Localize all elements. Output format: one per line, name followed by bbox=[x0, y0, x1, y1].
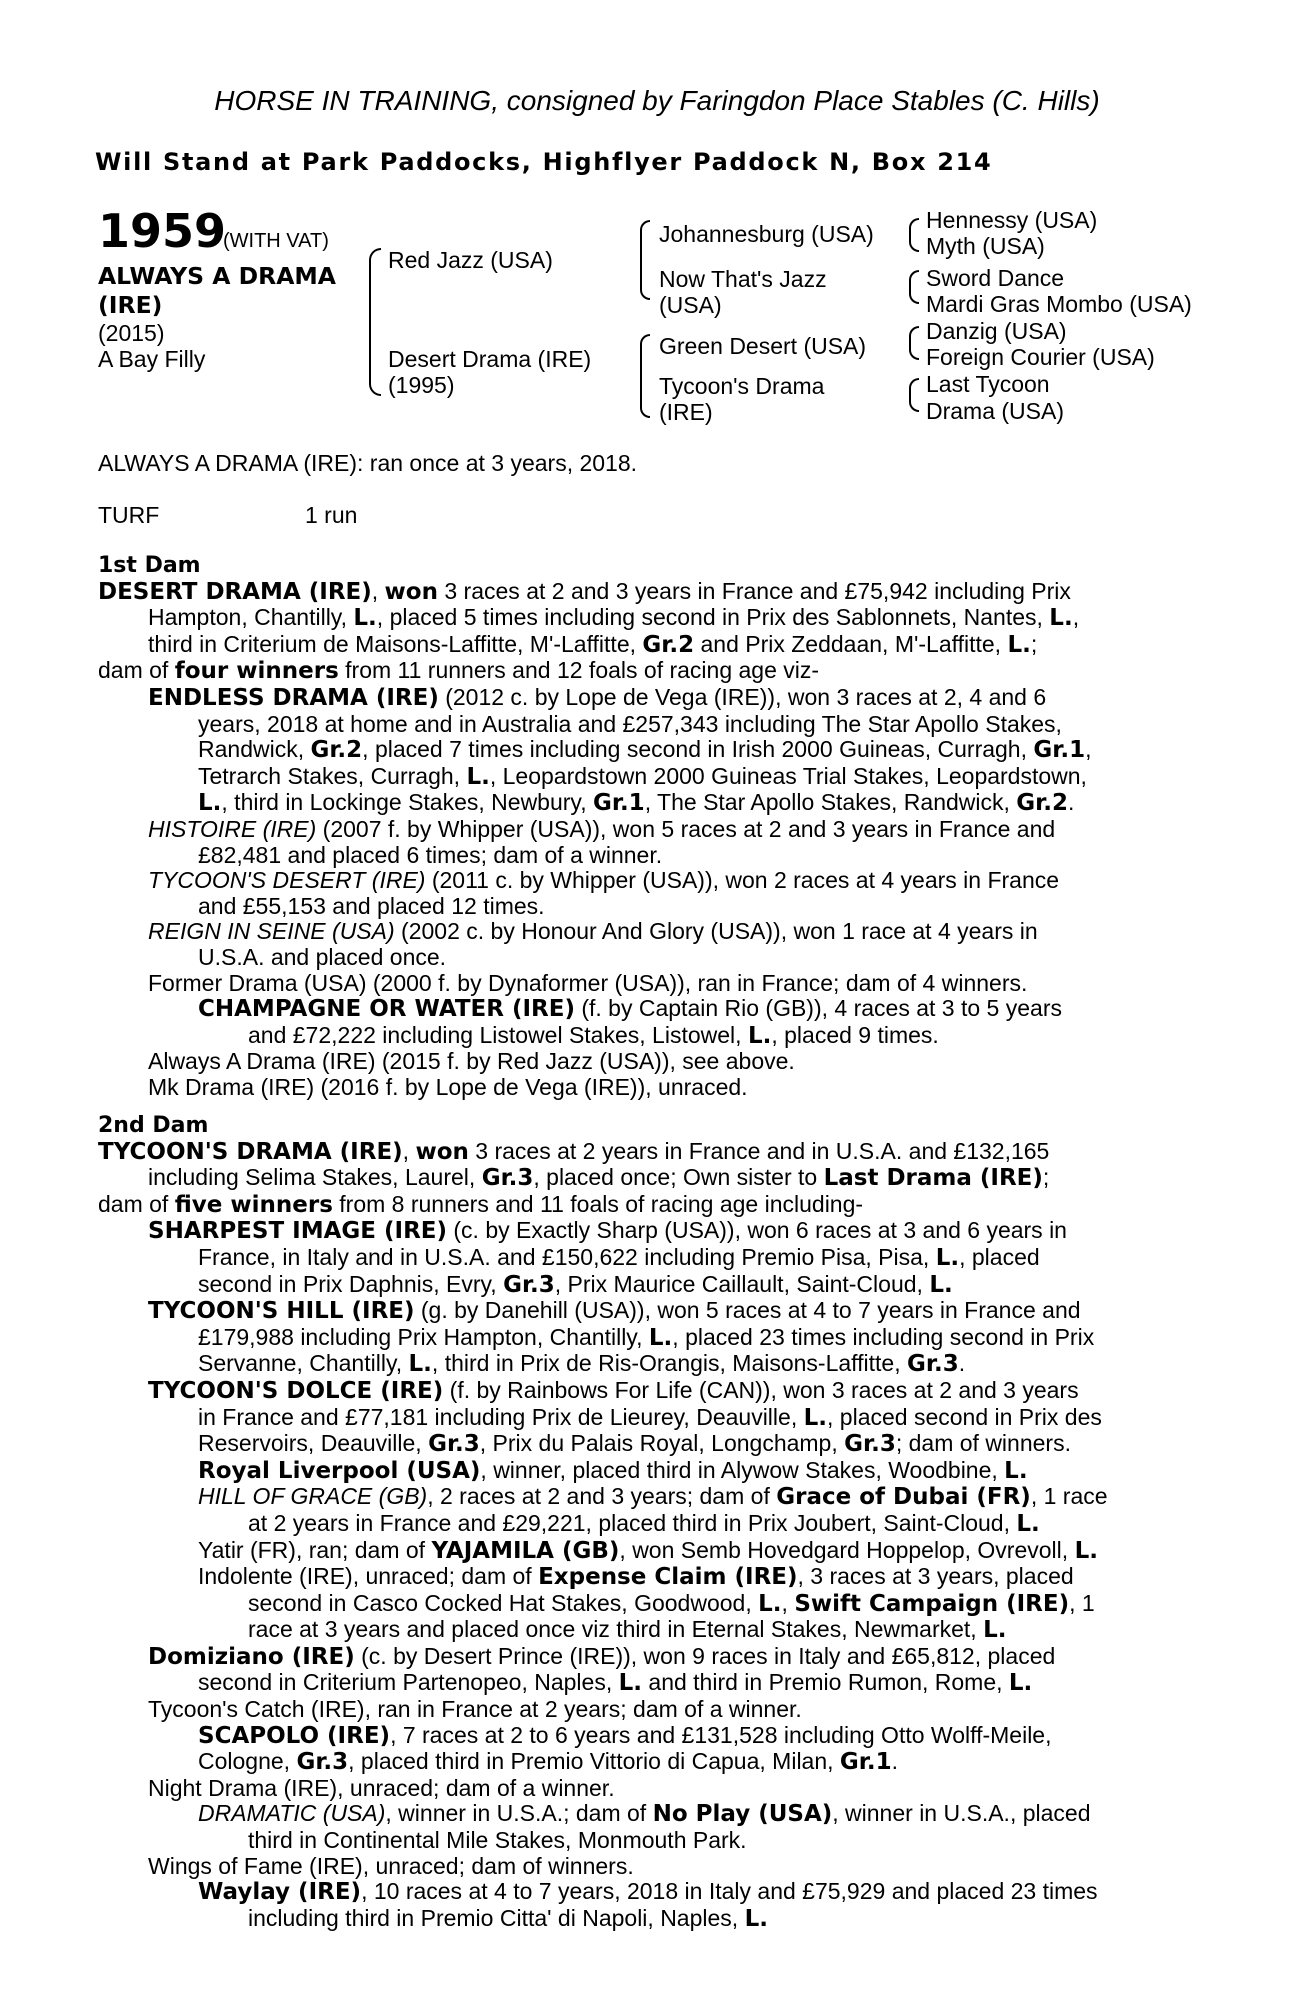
text-segment: won bbox=[384, 578, 438, 605]
horse-name-line1: ALWAYS A DRAMA bbox=[98, 262, 336, 290]
text-segment: Yatir (FR), ran; dam of bbox=[198, 1536, 432, 1563]
second-dam-line bbox=[98, 1378, 1208, 1405]
text-segment: Gr.2 bbox=[310, 737, 363, 764]
text-segment: Mk Drama (IRE) (2016 f. by Lope de Vega (IRE)), unraced. bbox=[148, 1073, 748, 1100]
sire-sire: Johannesburg (USA) bbox=[659, 221, 874, 247]
second-dam-line bbox=[98, 1723, 1208, 1750]
text-segment: Former Drama (USA) (2000 f. by Dynaformer (USA)), ran in France; dam of 4 winners. bbox=[148, 969, 1028, 996]
sire-line-brace-top bbox=[640, 220, 650, 260]
first-dam-heading: 1st Dam bbox=[98, 553, 201, 578]
second-dam-line bbox=[98, 1776, 1208, 1802]
text-segment: five winners bbox=[174, 1191, 333, 1218]
text-segment: Gr.1 bbox=[593, 790, 645, 817]
text-segment: , winner in U.S.A.; dam of bbox=[385, 1800, 653, 1827]
text-segment: L. bbox=[618, 1670, 643, 1697]
dam-dam-line1: Tycoon's Drama bbox=[659, 373, 825, 399]
dam-name-line1: Desert Drama (IRE) bbox=[388, 346, 592, 372]
text-segment: third in Criterium de Maisons-Laffitte, M'-Laffitte, bbox=[148, 630, 643, 657]
text-segment: at 2 years in France and £29,221, placed third in Prix Joubert, Saint-Cloud, bbox=[248, 1509, 1017, 1536]
text-segment: ; bbox=[1042, 1164, 1050, 1191]
text-segment: Tycoon's Catch (IRE), ran in France at 2 years; dam of a winner. bbox=[148, 1696, 802, 1723]
text-segment: , 7 races at 2 to 6 years and £131,528 including Otto Wolff-Meile, bbox=[390, 1721, 1052, 1748]
first-dam-line bbox=[98, 764, 1208, 791]
second-dam-line bbox=[98, 1749, 1208, 1776]
text-segment: Gr.3 bbox=[503, 1271, 555, 1298]
horse-name-line2: (IRE) bbox=[98, 291, 163, 319]
first-dam-line bbox=[98, 945, 1208, 971]
text-segment: Tetrarch Stakes, Curragh, bbox=[198, 762, 467, 789]
text-segment: , 1 bbox=[1069, 1589, 1095, 1616]
text-segment: Grace of Dubai (FR) bbox=[776, 1484, 1031, 1511]
text-segment: , bbox=[402, 1137, 416, 1164]
lot-number: 1959 bbox=[98, 204, 227, 258]
second-dam-line bbox=[98, 1828, 1208, 1854]
text-segment: L. bbox=[1007, 631, 1031, 658]
sire-dam-line2: (USA) bbox=[659, 292, 722, 318]
text-segment: £82,481 and placed 6 times; dam of a winner. bbox=[198, 841, 663, 868]
text-segment: won bbox=[415, 1138, 469, 1165]
text-segment: ; bbox=[1030, 630, 1038, 657]
text-segment: HISTOIRE (IRE) bbox=[148, 815, 317, 842]
text-segment: L. bbox=[983, 1617, 1007, 1644]
text-segment: , placed third in Premio Vittorio di Capua, Milan, bbox=[348, 1748, 840, 1775]
second-dam-heading: 2nd Dam bbox=[98, 1113, 209, 1138]
first-dam-line bbox=[98, 658, 1208, 685]
text-segment: REIGN IN SEINE (USA) bbox=[148, 918, 395, 945]
text-segment: (2011 c. by Whipper (USA)), won 2 races at 4 years in France bbox=[425, 867, 1060, 894]
gen3-brace-3-bottom bbox=[909, 342, 919, 360]
text-segment: Expense Claim (IRE) bbox=[538, 1564, 798, 1591]
second-dam-line bbox=[98, 1218, 1208, 1245]
text-segment: , Prix Maurice Caillault, Saint-Cloud, bbox=[554, 1270, 930, 1297]
second-dam-line bbox=[98, 1801, 1208, 1828]
text-segment: SCAPOLO (IRE) bbox=[198, 1722, 391, 1749]
dsd: Foreign Courier (USA) bbox=[926, 344, 1155, 370]
sire-brace-top bbox=[369, 248, 381, 334]
text-segment: Gr.3 bbox=[907, 1351, 959, 1378]
turf-label: TURF bbox=[98, 502, 160, 528]
first-dam-line bbox=[98, 1023, 1208, 1050]
text-segment: L. bbox=[408, 1351, 432, 1378]
text-segment: Indolente (IRE), unraced; dam of bbox=[198, 1563, 539, 1590]
text-segment: . bbox=[958, 1350, 966, 1377]
first-dam-line bbox=[98, 971, 1208, 997]
text-segment: L. bbox=[935, 1244, 960, 1271]
vat-note: (WITH VAT) bbox=[223, 230, 329, 252]
second-dam-line bbox=[98, 1644, 1208, 1671]
text-segment: L. bbox=[1049, 605, 1073, 632]
first-dam-lines bbox=[98, 579, 1208, 1101]
gen3-brace-1-bottom bbox=[909, 234, 919, 252]
text-segment: Gr.1 bbox=[839, 1749, 892, 1776]
text-segment: . bbox=[891, 1748, 898, 1775]
horse-name bbox=[98, 262, 336, 320]
text-segment: SHARPEST IMAGE (IRE) bbox=[148, 1218, 447, 1245]
ddd: Drama (USA) bbox=[926, 398, 1065, 424]
text-segment: HILL OF GRACE (GB) bbox=[198, 1483, 428, 1510]
text-segment: L. bbox=[198, 790, 222, 817]
second-dam-line bbox=[98, 1431, 1208, 1458]
text-segment: dam of bbox=[98, 1190, 175, 1217]
text-segment: L. bbox=[803, 1404, 828, 1431]
text-segment: , Leopardstown 2000 Guineas Trial Stakes, Leopardstown, bbox=[489, 762, 1087, 789]
text-segment: TYCOON'S HILL (IRE) bbox=[148, 1298, 415, 1325]
text-segment: CHAMPAGNE OR WATER (IRE) bbox=[198, 996, 575, 1023]
text-segment: Waylay (IRE) bbox=[198, 1879, 362, 1906]
second-dam-line bbox=[98, 1298, 1208, 1325]
text-segment: , placed bbox=[959, 1243, 1040, 1270]
sire-dam bbox=[659, 266, 827, 318]
text-segment: , winner in U.S.A., placed bbox=[832, 1800, 1091, 1827]
text-segment: ENDLESS DRAMA (IRE) bbox=[148, 684, 439, 711]
text-segment: second in Prix Daphnis, Evry, bbox=[198, 1270, 504, 1297]
text-segment: second in Criterium Partenopeo, Naples, bbox=[198, 1669, 619, 1696]
text-segment: second in Casco Cocked Hat Stakes, Goodwood, bbox=[248, 1589, 759, 1616]
text-segment: (c. by Exactly Sharp (USA)), won 6 races at 3 and 6 years in bbox=[447, 1217, 1067, 1244]
text-segment: and Prix Zeddaan, M'-Laffitte, bbox=[694, 630, 1008, 657]
text-segment: (f. by Captain Rio (GB)), 4 races at 3 to 5 years bbox=[574, 995, 1062, 1022]
text-segment: YAJAMILA (GB) bbox=[431, 1537, 620, 1564]
first-dam-line bbox=[98, 919, 1208, 945]
first-dam-section bbox=[98, 553, 1208, 1100]
text-segment: , 1 race bbox=[1030, 1483, 1108, 1510]
second-dam-line bbox=[98, 1351, 1208, 1378]
second-dam-lines bbox=[98, 1139, 1208, 1933]
first-dam-line bbox=[98, 737, 1208, 764]
first-dam-line bbox=[98, 632, 1208, 659]
text-segment: Gr.3 bbox=[844, 1431, 896, 1458]
text-segment: Always A Drama (IRE) (2015 f. by Red Jazz (USA)), see above. bbox=[148, 1048, 795, 1075]
text-segment: from 8 runners and 11 foals of racing age including- bbox=[332, 1190, 864, 1217]
text-segment: , bbox=[1085, 736, 1092, 763]
text-segment: including Selima Stakes, Laurel, bbox=[148, 1164, 482, 1191]
first-dam-line bbox=[98, 817, 1208, 843]
first-dam-line bbox=[98, 579, 1208, 606]
text-segment: L. bbox=[744, 1905, 768, 1932]
text-segment: dam of bbox=[98, 657, 175, 684]
first-dam-line bbox=[98, 868, 1208, 894]
text-segment: France, in Italy and in U.S.A. and £150,622 including Premio Pisa, Pisa, bbox=[198, 1243, 936, 1270]
text-segment: third in Continental Mile Stakes, Monmouth Park. bbox=[248, 1827, 747, 1854]
gen3-brace-4-bottom bbox=[909, 394, 919, 412]
text-segment: Royal Liverpool (USA) bbox=[198, 1457, 481, 1484]
text-segment: , 10 races at 4 to 7 years, 2018 in Italy and £75,929 and placed 23 times bbox=[361, 1878, 1098, 1905]
text-segment: TYCOON'S DOLCE (IRE) bbox=[148, 1377, 444, 1404]
race-summary: ALWAYS A DRAMA (IRE): ran once at 3 years, 2018. bbox=[98, 450, 638, 476]
text-segment: L. bbox=[1004, 1457, 1028, 1484]
text-segment: , winner, placed third in Alywow Stakes, Woodbine, bbox=[480, 1456, 1005, 1483]
second-dam-section bbox=[98, 1113, 1208, 1932]
second-dam-line bbox=[98, 1538, 1208, 1565]
text-segment: TYCOON'S DRAMA (IRE) bbox=[98, 1138, 403, 1165]
text-segment: Domiziano (IRE) bbox=[148, 1643, 355, 1670]
text-segment: , 3 races at 3 years, placed bbox=[797, 1563, 1074, 1590]
text-segment: Reservoirs, Deauville, bbox=[198, 1430, 429, 1457]
second-dam-line bbox=[98, 1458, 1208, 1485]
text-segment: Hampton, Chantilly, bbox=[148, 604, 354, 631]
text-segment: (2012 c. by Lope de Vega (IRE)), won 3 races at 2, 4 and 6 bbox=[438, 683, 1047, 710]
second-dam-line bbox=[98, 1617, 1208, 1644]
second-dam-line bbox=[98, 1879, 1208, 1906]
first-dam-line bbox=[98, 712, 1208, 738]
text-segment: , bbox=[781, 1589, 795, 1616]
text-segment: , placed 7 times including second in Irish 2000 Guineas, Curragh, bbox=[362, 736, 1034, 763]
text-segment: (g. by Danehill (USA)), won 5 races at 4 to 7 years in France and bbox=[414, 1297, 1081, 1324]
text-segment: (c. by Desert Prince (IRE)), won 9 races in Italy and £65,812, placed bbox=[354, 1642, 1056, 1669]
text-segment: , placed once; Own sister to bbox=[533, 1164, 824, 1191]
second-dam-line bbox=[98, 1854, 1208, 1880]
text-segment: Gr.1 bbox=[1033, 737, 1086, 764]
text-segment: ; dam of winners. bbox=[895, 1430, 1071, 1457]
text-segment: L. bbox=[747, 1022, 772, 1049]
text-segment: and £55,153 and placed 12 times. bbox=[198, 892, 545, 919]
sss: Hennessy (USA) bbox=[926, 207, 1098, 233]
sire-dam-line1: Now That's Jazz bbox=[659, 266, 827, 292]
text-segment: Last Drama (IRE) bbox=[823, 1165, 1043, 1192]
text-segment: Gr.2 bbox=[642, 631, 695, 658]
ssd: Myth (USA) bbox=[926, 233, 1045, 259]
first-dam-line bbox=[98, 790, 1208, 817]
dam-name-line2: (1995) bbox=[388, 372, 455, 398]
text-segment: Night Drama (IRE), unraced; dam of a winner. bbox=[148, 1774, 615, 1801]
text-segment: , The Star Apollo Stakes, Randwick, bbox=[644, 789, 1017, 816]
second-dam-line bbox=[98, 1272, 1208, 1299]
text-segment: U.S.A. and placed once. bbox=[198, 943, 447, 970]
text-segment: Gr.3 bbox=[428, 1431, 480, 1458]
dds: Last Tycoon bbox=[926, 371, 1050, 397]
gen3-brace-2-bottom bbox=[909, 286, 919, 304]
text-segment: , placed 5 times including second in Prix des Sablonnets, Nantes, bbox=[376, 604, 1050, 631]
dam-dam-line2: (IRE) bbox=[659, 399, 713, 425]
turf-runs: 1 run bbox=[305, 502, 358, 528]
text-segment: L. bbox=[929, 1271, 953, 1298]
sire-brace-bottom bbox=[369, 332, 381, 396]
second-dam-line bbox=[98, 1670, 1208, 1697]
text-segment: and third in Premio Rumon, Rome, bbox=[642, 1669, 1009, 1696]
sdd: Mardi Gras Mombo (USA) bbox=[926, 291, 1192, 317]
text-segment: Wings of Fame (IRE), unraced; dam of winners. bbox=[148, 1852, 634, 1879]
text-segment: L. bbox=[353, 605, 377, 632]
text-segment: L. bbox=[648, 1324, 673, 1351]
sire-name: Red Jazz (USA) bbox=[388, 247, 553, 273]
text-segment: , third in Lockinge Stakes, Newbury, bbox=[221, 789, 593, 816]
first-dam-line bbox=[98, 843, 1208, 869]
text-segment: Gr.3 bbox=[296, 1749, 349, 1776]
text-segment: , Prix du Palais Royal, Longchamp, bbox=[479, 1430, 845, 1457]
foaled-year: (2015) bbox=[98, 320, 165, 346]
sire-line-brace-bottom bbox=[640, 258, 650, 300]
text-segment: L. bbox=[758, 1590, 782, 1617]
text-segment: , 2 races at 2 and 3 years; dam of bbox=[427, 1483, 777, 1510]
dam-line-brace-bottom bbox=[640, 376, 650, 418]
text-segment: years, 2018 at home and in Australia and £257,343 including The Star Apollo Stakes, bbox=[198, 710, 1062, 737]
text-segment: Randwick, bbox=[198, 736, 311, 763]
text-segment: L. bbox=[1074, 1537, 1098, 1564]
text-segment: four winners bbox=[174, 658, 339, 685]
text-segment: TYCOON'S DESERT (IRE) bbox=[148, 867, 426, 894]
text-segment: in France and £77,181 including Prix de Lieurey, Deauville, bbox=[198, 1403, 804, 1430]
text-segment: Gr.2 bbox=[1016, 790, 1068, 817]
dam-dam bbox=[659, 373, 824, 425]
first-dam-line bbox=[98, 894, 1208, 920]
second-dam-line bbox=[98, 1697, 1208, 1723]
first-dam-line bbox=[98, 1075, 1208, 1101]
text-segment: 3 races at 2 years in France and in U.S.A. and £132,165 bbox=[468, 1137, 1050, 1164]
text-segment: including third in Premio Citta' di Napoli, Naples, bbox=[248, 1904, 745, 1931]
text-segment: (f. by Rainbows For Life (CAN)), won 3 races at 2 and 3 years bbox=[443, 1376, 1079, 1403]
second-dam-line bbox=[98, 1484, 1208, 1511]
text-segment: DRAMATIC (USA) bbox=[198, 1800, 386, 1827]
first-dam-line bbox=[98, 605, 1208, 632]
second-dam-line bbox=[98, 1245, 1208, 1272]
text-segment: (2007 f. by Whipper (USA)), won 5 races at 2 and 3 years in France and bbox=[316, 815, 1056, 842]
second-dam-line bbox=[98, 1139, 1208, 1166]
text-segment: (2002 c. by Honour And Glory (USA)), won 1 race at 4 years in bbox=[394, 918, 1038, 945]
stable-location: Will Stand at Park Paddocks, Highflyer Paddock N, Box 214 bbox=[95, 148, 993, 176]
text-segment: from 11 runners and 12 foals of racing age viz- bbox=[338, 657, 820, 684]
second-dam-line bbox=[98, 1405, 1208, 1432]
text-segment: L. bbox=[466, 763, 490, 790]
text-segment: Swift Campaign (IRE) bbox=[794, 1590, 1070, 1617]
dam-name bbox=[388, 346, 591, 398]
text-segment: Gr.3 bbox=[481, 1165, 534, 1192]
text-segment: Servanne, Chantilly, bbox=[198, 1350, 409, 1377]
second-dam-line bbox=[98, 1511, 1208, 1538]
text-segment: Cologne, bbox=[198, 1748, 297, 1775]
text-segment: L. bbox=[1016, 1510, 1040, 1537]
catalogue-header: HORSE IN TRAINING, consigned by Faringdon Place Stables (C. Hills) bbox=[214, 85, 1100, 116]
text-segment: , placed second in Prix des bbox=[827, 1403, 1102, 1430]
first-dam-line bbox=[98, 685, 1208, 712]
text-segment: , placed 9 times. bbox=[771, 1021, 939, 1048]
text-segment: No Play (USA) bbox=[652, 1801, 833, 1828]
text-segment: and £72,222 including Listowel Stakes, Listowel, bbox=[248, 1021, 748, 1048]
text-segment: , won Semb Hovedgard Hoppelop, Ovrevoll, bbox=[619, 1536, 1075, 1563]
text-segment: , placed 23 times including second in Prix bbox=[672, 1323, 1095, 1350]
second-dam-line bbox=[98, 1165, 1208, 1192]
text-segment: . bbox=[1067, 789, 1075, 816]
horse-description: A Bay Filly bbox=[98, 346, 206, 372]
second-dam-line bbox=[98, 1591, 1208, 1618]
text-segment: DESERT DRAMA (IRE) bbox=[98, 578, 372, 605]
first-dam-line bbox=[98, 1049, 1208, 1075]
text-segment: 3 races at 2 and 3 years in France and £75,942 including Prix bbox=[437, 577, 1071, 604]
second-dam-line bbox=[98, 1564, 1208, 1591]
text-segment: , bbox=[371, 577, 385, 604]
sds: Sword Dance bbox=[926, 265, 1065, 291]
text-segment: , third in Prix de Ris-Orangis, Maisons-Laffitte, bbox=[431, 1350, 908, 1377]
text-segment: race at 3 years and placed once viz third in Eternal Stakes, Newmarket, bbox=[248, 1616, 984, 1643]
text-segment: £179,988 including Prix Hampton, Chantilly, bbox=[198, 1323, 649, 1350]
text-segment: , bbox=[1072, 604, 1080, 631]
dam-line-brace-top bbox=[640, 334, 650, 378]
dss: Danzig (USA) bbox=[926, 318, 1067, 344]
first-dam-line bbox=[98, 996, 1208, 1023]
second-dam-line bbox=[98, 1192, 1208, 1219]
second-dam-line bbox=[98, 1325, 1208, 1352]
second-dam-line bbox=[98, 1906, 1208, 1933]
text-segment: L. bbox=[1008, 1670, 1033, 1697]
dam-sire: Green Desert (USA) bbox=[659, 333, 867, 359]
